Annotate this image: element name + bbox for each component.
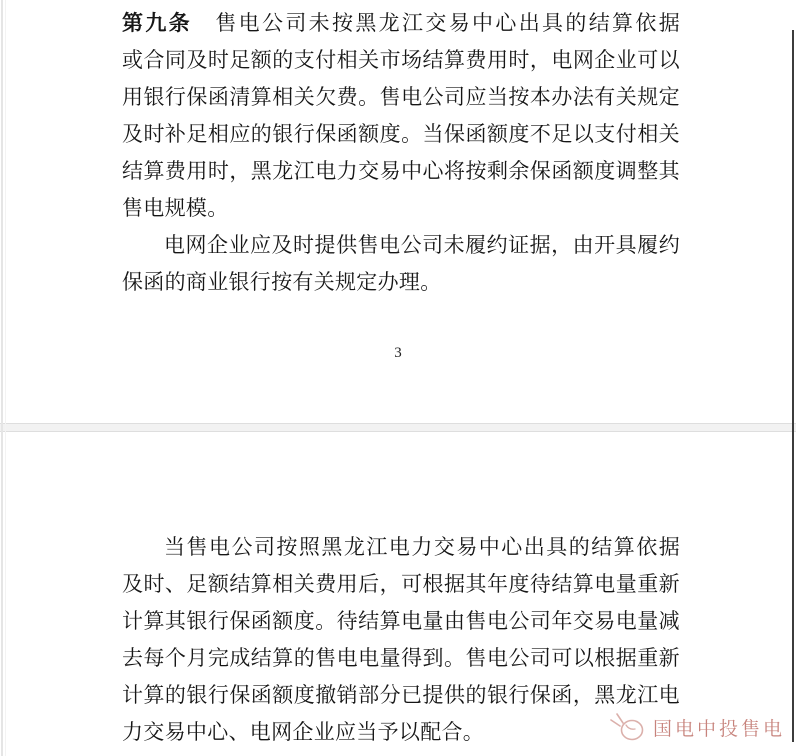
watermark-label: 国电中投售电 [653, 719, 786, 740]
paragraph2-line: 电网企业应及时提供售电公司未履约证据，由开具履约 [164, 233, 680, 257]
paragraph3-line: 计算的银行保函额度撤销部分已提供的银行保函，黑龙江电 [122, 683, 680, 707]
paragraph3-line: 计算其银行保函额度。待结算电量由售电公司年交易电量减 [122, 609, 680, 633]
paragraph1-line: 结算费用时，黑龙江电力交易中心将按剩余保函额度调整其 [122, 159, 680, 183]
paragraph1-line: 或合同及时足额的支付相关市场结算费用时，电网企业可以 [122, 48, 680, 72]
document-page-2 [0, 432, 796, 756]
page-edge-line-right [792, 30, 794, 742]
paragraph1-line [122, 5, 680, 42]
article-number-label: 第九条 [122, 11, 193, 35]
paragraph3-last-line: 力交易中心、电网企业应当予以配合。 [122, 720, 485, 744]
paragraph1-last-line: 售电规模。 [122, 196, 229, 220]
page-break-gap [0, 423, 796, 432]
page-number: 3 [394, 345, 402, 361]
paragraph2-last-line: 保函的商业银行按有关规定办理。 [122, 270, 442, 294]
chick-sketch-logo-icon [608, 711, 648, 750]
paragraph3-line: 当售电公司按照黑龙江电力交易中心出具的结算依据 [164, 535, 680, 559]
page2-text-block [122, 432, 680, 751]
watermark-badge [608, 710, 794, 750]
page1-text-block [122, 0, 680, 301]
page-edge-line-left [1, 0, 3, 756]
paragraph1-line1-text: 售电公司未按黑龙江交易中心出具的结算依据 [192, 11, 680, 35]
paragraph3-line: 及时、足额结算相关费用后，可根据其年度待结算电量重新 [122, 572, 680, 596]
paragraph1-line: 用银行保函清算相关欠费。售电公司应当按本办法有关规定 [122, 85, 680, 109]
paragraph3-line: 去每个月完成结算的售电电量得到。售电公司可以根据重新 [122, 646, 680, 670]
page-edge-line-left-faint [5, 0, 6, 756]
paragraph1-line: 及时补足相应的银行保函额度。当保函额度不足以支付相关 [122, 122, 680, 146]
